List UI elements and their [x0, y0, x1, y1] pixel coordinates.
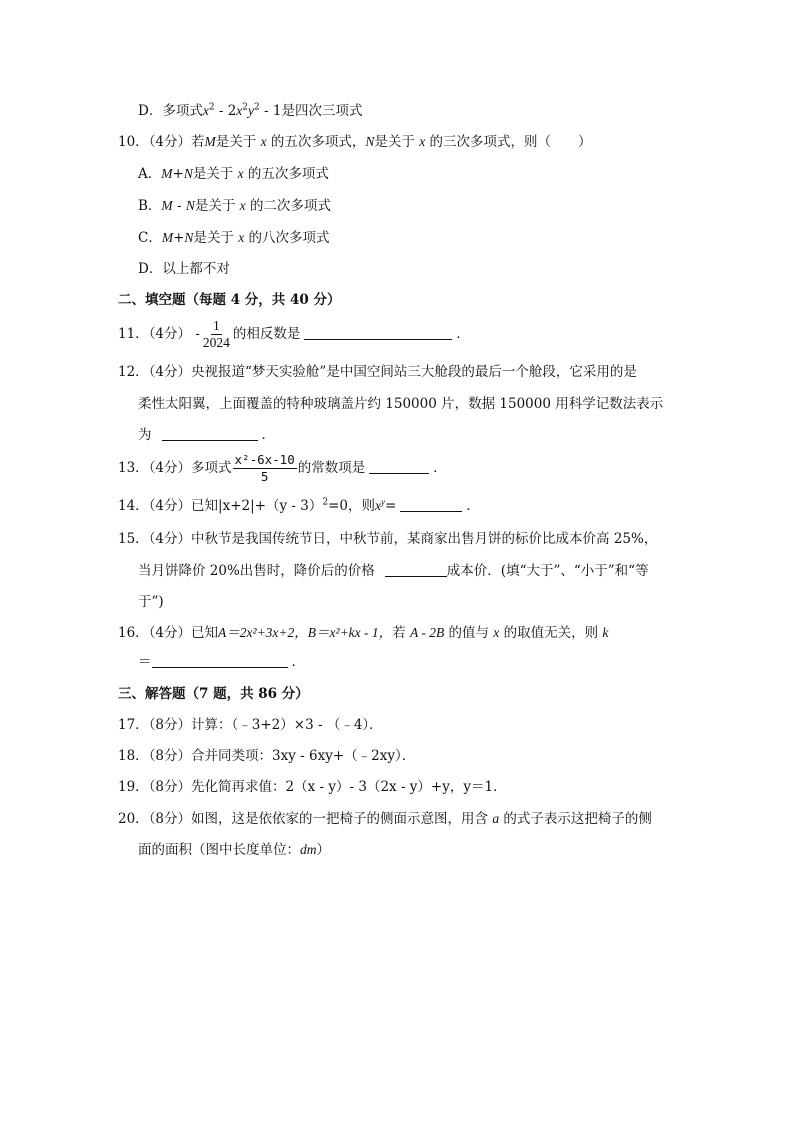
- question-12-line-1: 12．（4分）央视报道“梦天实验舱”是中国空间站三大舱段的最后一个舱段，它采用的是: [118, 364, 637, 380]
- q10-option-a: A．M+N是关于 x 的五次多项式: [138, 166, 329, 182]
- question-12-line-2: 柔性太阳翼，上面覆盖的特种玻璃盖片约 150000 片，数据 150000 用科学记数法表示: [138, 396, 664, 412]
- question-15-line-3: 于”): [138, 594, 164, 610]
- question-10: 10．（4分）若M是关于 x 的五次多项式，N是关于 x 的三次多项式，则（ ）: [118, 134, 592, 150]
- q15-answer-blank[interactable]: [385, 562, 447, 577]
- question-15-line-2: 当月饼降价 20%出售时，降价后的价格 成本价．(填“大于”、“小于”和“等: [138, 563, 649, 579]
- section-3-title: 三、解答题（7 题，共 86 分）: [118, 686, 309, 702]
- question-16-line-1: 16．（4分）已知A＝2x²+3x+2，B＝x²+kx - 1，若 A - 2B 的值与 x 的取值无关，则 k: [118, 625, 609, 641]
- q12-answer-blank[interactable]: [162, 426, 258, 441]
- question-14: 14．（4分）已知|x+2|+（y - 3）$^2$=0，则$x^y=$ ．: [118, 496, 480, 514]
- q11-answer-blank[interactable]: [304, 325, 452, 340]
- section-2-title: 二、填空题（每题 4 分，共 40 分）: [118, 292, 341, 308]
- q10-option-c: C．M+N是关于 x 的八次多项式: [138, 230, 330, 246]
- question-20-line-2: 面的面积（图中长度单位：dm）: [138, 842, 330, 858]
- q13-fraction: $\frac{\text{x²-6x-10}}{5}$: [234, 452, 295, 484]
- question-12-line-3: 为 ．: [138, 427, 275, 443]
- question-20-line-1: 20．（8分）如图，这是依依家的一把椅子的侧面示意图，用含 a 的式子表示这把椅子的侧: [118, 811, 652, 827]
- question-16-line-2: ＝ ．: [138, 654, 305, 670]
- q14-answer-blank[interactable]: [400, 497, 462, 512]
- q11-fraction: $\frac{1}{2024}$: [202, 318, 230, 350]
- question-13: 13．（4分）多项式 $\frac{\text{x²-6x-10}}{5}$ 的常数项是 ．: [118, 452, 447, 484]
- question-11: 11．（4分） - $\frac{1}{2024}$ 的相反数是 ．: [118, 318, 470, 350]
- question-15-line-1: 15．（4分）中秋节是我国传统节日，中秋节前，某商家出售月饼的标价比成本价高 25%，: [118, 531, 658, 547]
- question-18: 18．（8分）合并同类项：3xy - 6xy+（﹣2xy）．: [118, 748, 416, 764]
- question-17: 17．（8分）计算：（﹣3+2）×3 - （﹣4）．: [118, 717, 383, 733]
- q9-option-d: D．多项式$x^2 - 2x^2y^2 - 1$是四次三项式: [138, 102, 363, 119]
- q16-answer-blank[interactable]: [152, 653, 288, 668]
- q10-option-d: D．以上都不对: [138, 261, 230, 277]
- question-19: 19．（8分）先化简再求值：2（x - y）- 3（2x - y）+y，y＝1．: [118, 779, 507, 795]
- q10-option-b: B．M - N是关于 x 的二次多项式: [138, 198, 331, 214]
- q13-answer-blank[interactable]: [369, 459, 429, 474]
